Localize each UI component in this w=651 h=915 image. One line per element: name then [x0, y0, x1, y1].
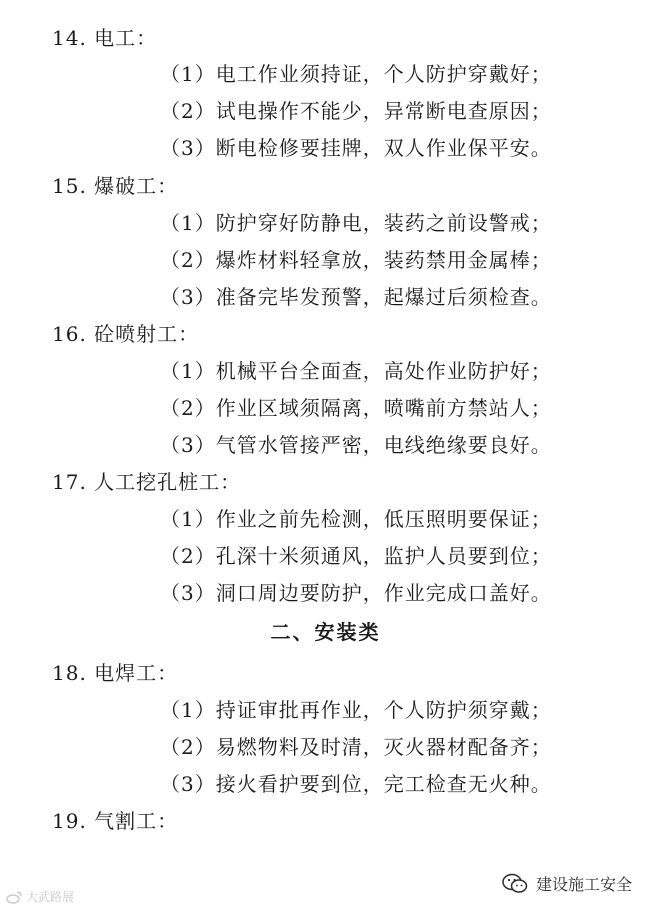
list-item: （1）持证审批再作业，个人防护须穿戴；	[160, 698, 552, 722]
list-item: （2）易燃物料及时清，灭火器材配备齐；	[160, 735, 552, 759]
section-heading-16: 16. 砼喷射工：	[52, 322, 200, 346]
list-item: （2）作业区域须隔离，喷嘴前方禁站人；	[160, 396, 552, 420]
list-item: （3）断电检修要挂牌，双人作业保平安。	[160, 136, 552, 160]
list-item: （1）作业之前先检测，低压照明要保证；	[160, 507, 552, 531]
weibo-icon	[6, 890, 22, 904]
list-item: （3）准备完毕发预警，起爆过后须检查。	[160, 285, 552, 309]
list-item: （3）气管水管接严密，电线绝缘要良好。	[160, 433, 552, 457]
section-heading-18: 18. 电焊工：	[52, 661, 179, 685]
section-title: 二、安装类	[270, 620, 381, 644]
watermark-right-text: 建设施工安全	[536, 875, 633, 894]
wechat-icon	[502, 873, 528, 895]
list-item: （3）接火看护要到位，完工检查无火种。	[160, 772, 552, 796]
watermark-right	[502, 872, 632, 895]
section-heading-17: 17. 人工挖孔桩工：	[52, 470, 242, 494]
list-item: （2）孔深十米须通风，监护人员要到位；	[160, 544, 552, 568]
list-item: （2）试电操作不能少，异常断电查原因；	[160, 99, 552, 123]
section-heading-14: 14. 电工：	[52, 26, 158, 50]
list-item: （1）防护穿好防静电，装药之前设警戒；	[160, 211, 552, 235]
list-item: （3）洞口周边要防护，作业完成口盖好。	[160, 581, 552, 605]
section-heading-19: 19. 气割工：	[52, 809, 179, 833]
watermark-left-text: 大武路展	[26, 890, 75, 904]
list-item: （1）电工作业须持证，个人防护穿戴好；	[160, 62, 552, 86]
section-heading-15: 15. 爆破工：	[52, 174, 179, 198]
list-item: （2）爆炸材料轻拿放，装药禁用金属棒；	[160, 248, 552, 272]
list-item: （1）机械平台全面查，高处作业防护好；	[160, 359, 552, 383]
watermark-left	[6, 888, 74, 905]
